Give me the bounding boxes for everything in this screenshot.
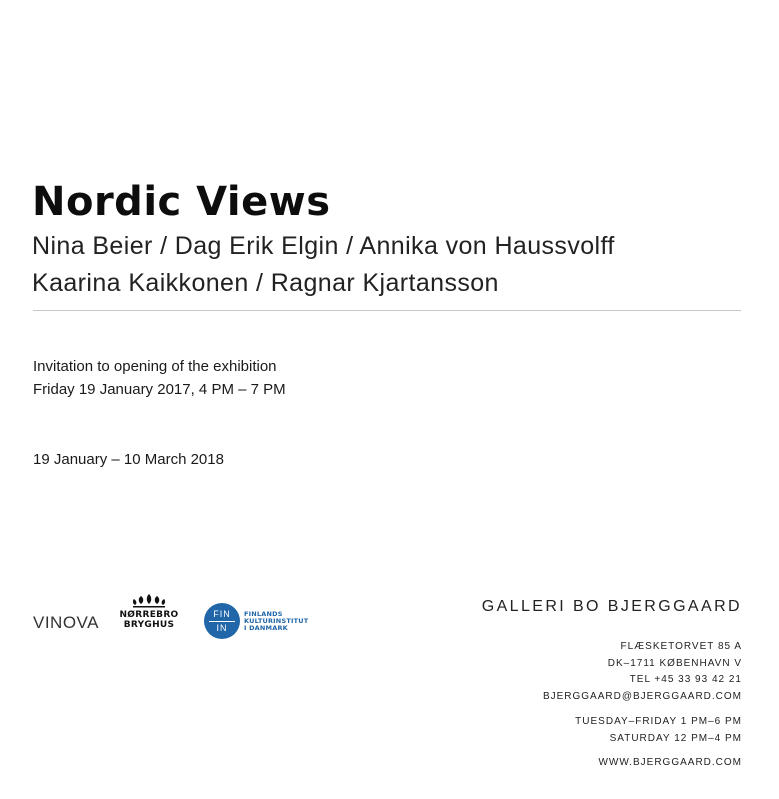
opening-hours [575,713,742,747]
invitation-text [33,355,286,401]
vinova-logo: VINOVA [33,613,99,632]
phone-number: TEL +45 33 93 42 21 [629,674,742,685]
finin-logo [204,603,324,641]
saturday-hours: SATURDAY 12 PM–4 PM [609,733,742,744]
website-link[interactable]: WWW.BJERGGAARD.COM [598,757,742,768]
email-link[interactable]: BJERGGAARD@BJERGGAARD.COM [542,690,742,702]
finin-badge-bottom: IN [209,621,235,634]
sponsor-logos [33,588,333,648]
gallery-name: GALLERI BO BJERGGAARD [481,598,742,615]
exhibition-title: Nordic Views [32,179,331,225]
finin-text-line: KULTURINSTITUT [244,617,309,625]
invitation-line: Invitation to opening of the exhibition [33,358,277,375]
finin-text-line: FINLANDS [244,610,283,618]
artist-line: Kaarina Kaikkonen / Ragnar Kjartansson [32,269,499,297]
finin-text-line: I DANMARK [244,624,288,632]
finin-badge-top: FIN [213,609,231,619]
weekday-hours: TUESDAY–FRIDAY 1 PM–6 PM [575,716,742,727]
artist-line: Nina Beier / Dag Erik Elgin / Annika von Haussvolff [32,232,615,260]
opening-datetime: Friday 19 January 2017, 4 PM – 7 PM [33,381,286,398]
bryghus-label: BRYGHUS [123,620,175,630]
artist-list [32,228,752,302]
exhibition-dates: 19 January – 10 March 2018 [33,451,224,468]
norrebro-label: NØRREBRO [119,610,179,620]
divider [33,310,741,311]
norrebro-bryghus-logo [115,592,183,630]
hops-leaf-icon [129,592,169,608]
finin-badge-icon [204,603,240,639]
gallery-address [543,639,742,705]
address-city: DK–1711 KØBENHAVN V [607,657,742,669]
address-street: FLÆSKETORVET 85 A [620,641,742,652]
